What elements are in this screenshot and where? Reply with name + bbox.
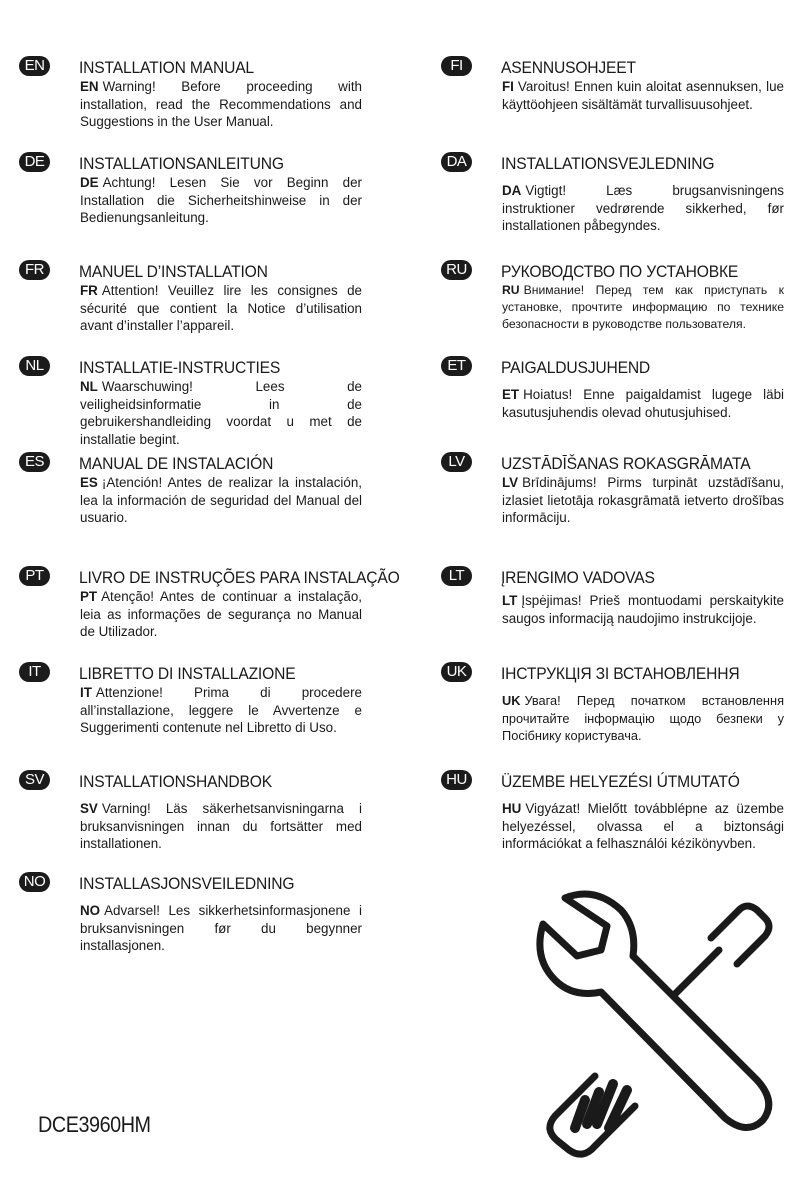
section-title-lv: UZSTĀDĪŠANAS ROKASGRĀMATA xyxy=(501,454,751,473)
section-title-sv: INSTALLATIONSHANDBOK xyxy=(79,772,273,791)
section-text-sv: SV Varning! Läs säkerhetsanvisningarna i bruksanvisningen innan du fortsätter med installationen. xyxy=(80,801,362,852)
section-text-ru: RU Внимание! Перед тем как приступать к установке, прочтите информацию по технике безопасности в руководстве пользователя. xyxy=(502,283,784,331)
section-title-it: LIBRETTO DI INSTALLAZIONE xyxy=(79,664,296,683)
language-badge-no: NO xyxy=(19,872,50,892)
section-text-fr: FR Attention! Veuillez lire les consignes de sécurité que contient la Notice d’utilisation avant d’installer l’appareil. xyxy=(80,283,362,334)
language-badge-pt: PT xyxy=(19,566,50,586)
section-text-it: IT Attenzione! Prima di procedere all’installazione, leggere le Avvertenze e Suggerimenti contenute nel Libretto di Uso. xyxy=(80,685,362,736)
section-title-uk: ІНСТРУКЦІЯ ЗІ ВСТАНОВЛЕННЯ xyxy=(501,664,740,683)
language-badge-en: EN xyxy=(19,56,50,76)
section-text-et: ET Hoiatus! Enne paigaldamist lugege läbi kasutusjuhendis olevad ohutusjuhised. xyxy=(502,387,784,420)
section-title-nl: INSTALLATIE-INSTRUCTIES xyxy=(79,358,281,377)
model-number: DCE3960HM xyxy=(38,1112,151,1137)
section-text-pt: PT Atenção! Antes de continuar a instalação, leia as informações de segurança no Manual de Utilizador. xyxy=(80,589,362,640)
language-badge-lv: LV xyxy=(441,452,472,472)
wrench-screwdriver-icon xyxy=(525,880,805,1170)
section-text-de: DE Achtung! Lesen Sie vor Beginn der Installation die Sicherheitshinweise in der Bedienungsanleitung. xyxy=(80,175,362,226)
section-text-hu: HU Vigyázat! Mielőtt továbblépne az üzembe helyezéssel, olvassa el a biztonsági információkat a felhasználói kézikönyvben. xyxy=(502,801,784,852)
language-badge-fr: FR xyxy=(19,260,50,280)
language-badge-sv: SV xyxy=(19,770,50,790)
section-text-nl: NL Waarschuwing! Lees de veiligheidsinformatie in de gebruikershandleiding voordat u met de installatie begint. xyxy=(80,379,362,447)
section-title-fr: MANUEL D’INSTALLATION xyxy=(79,262,268,281)
language-badge-de: DE xyxy=(19,152,50,172)
section-title-lt: ĮRENGIMO VADOVAS xyxy=(501,568,655,587)
section-text-no: NO Advarsel! Les sikkerhetsinformasjonene i bruksanvisningen før du begynner installasjonen. xyxy=(80,903,362,954)
section-text-es: ES ¡Atención! Antes de realizar la instalación, lea la información de seguridad del Manual del usuario. xyxy=(80,475,362,526)
section-title-hu: ÜZEMBE HELYEZÉSI ÚTMUTATÓ xyxy=(501,772,740,791)
language-badge-lt: LT xyxy=(441,566,472,586)
language-badge-da: DA xyxy=(441,152,472,172)
language-badge-it: IT xyxy=(19,662,50,682)
language-badge-uk: UK xyxy=(441,662,472,682)
language-badge-ru: RU xyxy=(441,260,472,280)
section-text-lv: LV Brīdinājums! Pirms turpināt uzstādīšanu, izlasiet lietotāja rokasgrāmatā ietverto drošības informāciju. xyxy=(502,475,784,526)
section-title-pt: LIVRO DE INSTRUÇÕES PARA INSTALAÇÃO xyxy=(79,568,400,587)
language-badge-nl: NL xyxy=(19,356,50,376)
section-text-en: EN Warning! Before proceeding with installation, read the Recommendations and Suggestions in the User Manual. xyxy=(80,79,362,130)
section-text-fi: FI Varoitus! Ennen kuin aloitat asennuksen, lue käyttöohjeen sisältämät turvallisuusohjeet. xyxy=(502,79,784,112)
language-badge-es: ES xyxy=(19,452,50,472)
language-badge-et: ET xyxy=(441,356,472,376)
language-badge-fi: FI xyxy=(441,56,472,76)
section-title-et: PAIGALDUSJUHEND xyxy=(501,358,651,377)
section-title-no: INSTALLASJONSVEILEDNING xyxy=(79,874,295,893)
section-title-es: MANUAL DE INSTALACIÓN xyxy=(79,454,274,473)
section-title-da: INSTALLATIONSVEJLEDNING xyxy=(501,154,715,173)
section-title-ru: РУКОВОДСТВО ПО УСТАНОВКЕ xyxy=(501,262,739,281)
section-title-de: INSTALLATIONSANLEITUNG xyxy=(79,154,284,173)
section-title-en: INSTALLATION MANUAL xyxy=(79,58,254,77)
section-text-lt: LT Įspėjimas! Prieš montuodami perskaitykite saugos informaciją naudojimo instrukcijoje. xyxy=(502,593,784,626)
section-text-uk: UK Увага! Перед початком встановлення прочитайте інформацію щодо безпеки у Посібнику користувача. xyxy=(502,693,784,744)
section-title-fi: ASENNUSOHJEET xyxy=(501,58,636,77)
section-text-da: DA Vigtigt! Læs brugsanvisningens instruktioner vedrørende sikkerhed, før installationen påbegyndes. xyxy=(502,183,784,234)
language-badge-hu: HU xyxy=(441,770,472,790)
